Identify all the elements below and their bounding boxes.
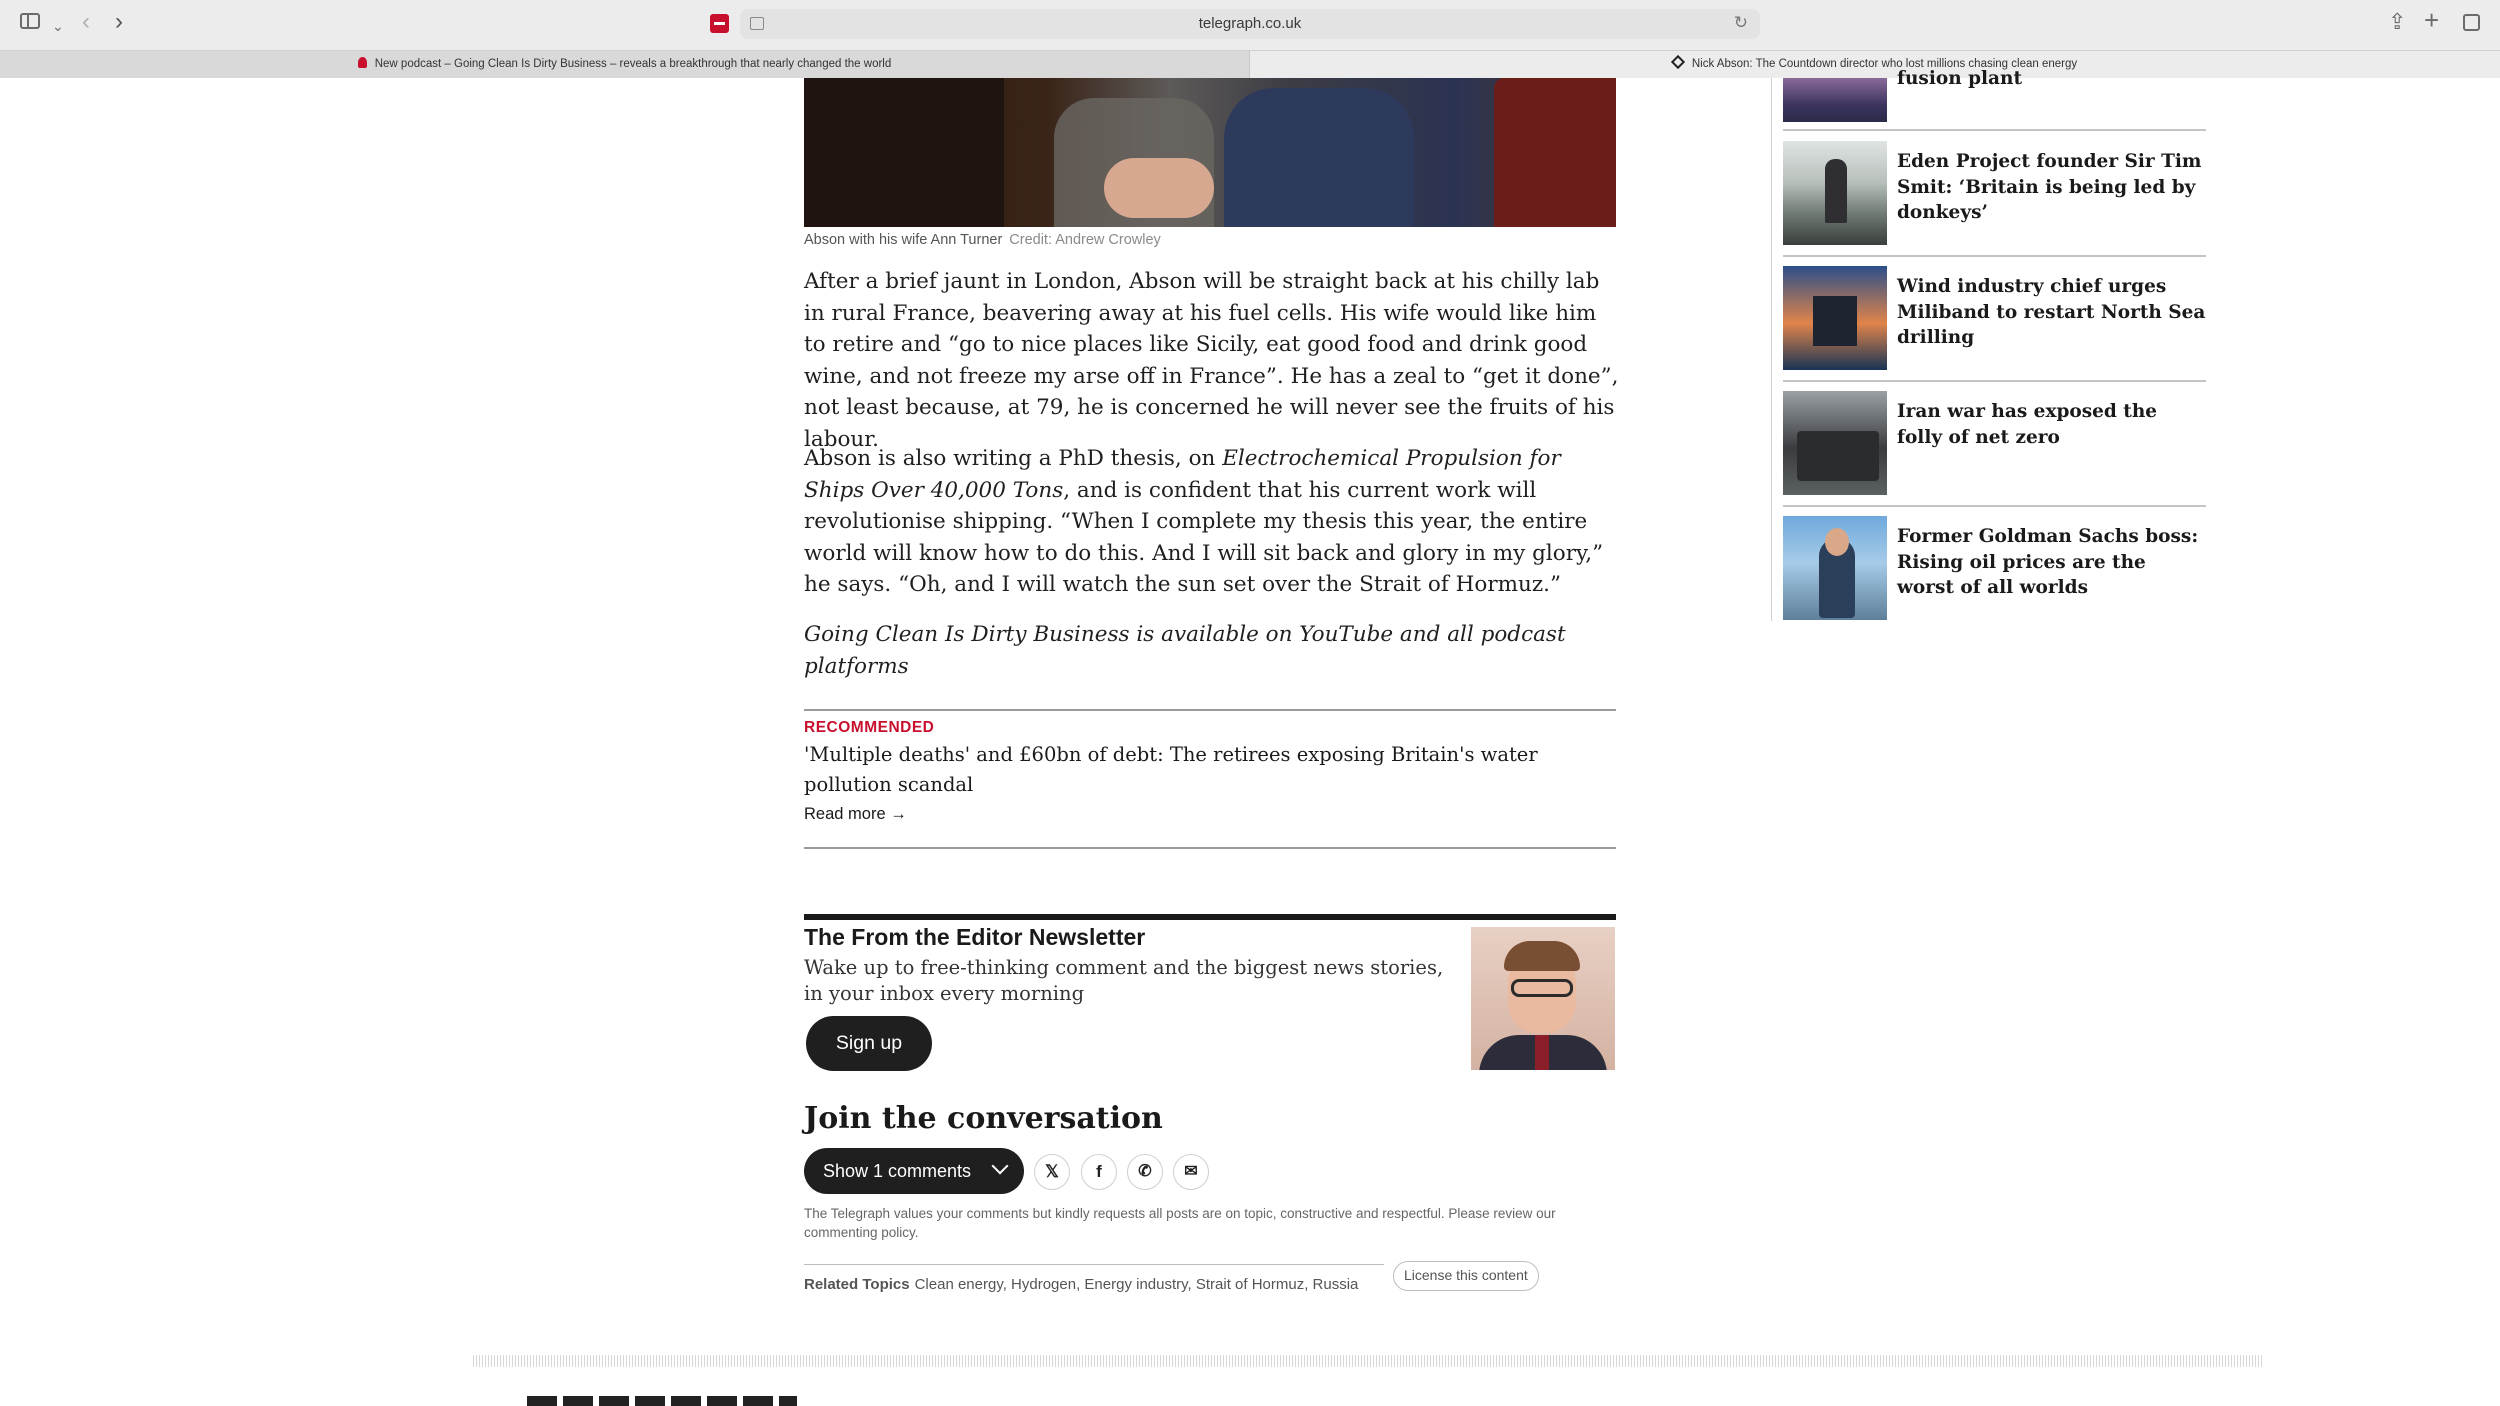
email-icon[interactable]: ✉ <box>1173 1154 1209 1190</box>
story-headline[interactable]: fusion plant <box>1897 68 2023 89</box>
story-headline[interactable]: Wind industry chief urges Miliband to restart North Sea drilling <box>1897 276 2206 348</box>
related-topics-label: Related Topics <box>804 1276 910 1293</box>
newsletter-title: The From the Editor Newsletter <box>804 924 1146 950</box>
divider <box>804 1264 1384 1265</box>
article-paragraph: Abson is also writing a PhD thesis, on Electrochemical Propulsion for Ships Over 40,000 Tons, and is confident that his current work will revolutionise shipping. “When I complete my thesis this year, the entire world will know how to do this. And I will sit back and glory in my glory,” he says. “Oh, and I will watch the sun set over the Strait of Hormuz.” <box>804 446 1604 597</box>
story-thumbnail[interactable] <box>1783 141 1887 245</box>
story-headline[interactable]: Eden Project founder Sir Tim Smit: ‘Britain is being led by donkeys’ <box>1897 151 2202 223</box>
signup-button[interactable]: Sign up <box>806 1016 932 1071</box>
browser-toolbar <box>0 0 2500 50</box>
arrow-right-icon: → <box>885 805 907 823</box>
rail-story[interactable] <box>1783 141 2206 245</box>
license-content-button[interactable]: License this content <box>1393 1261 1539 1291</box>
recommended-label: RECOMMENDED <box>804 719 935 736</box>
podcast-availability: Going Clean Is Dirty Business is available on YouTube and all podcast platforms <box>804 622 1566 679</box>
url-text[interactable]: telegraph.co.uk <box>1198 15 1302 32</box>
footer-divider <box>473 1355 2263 1367</box>
x-icon[interactable]: 𝕏 <box>1034 1154 1070 1190</box>
story-thumbnail[interactable] <box>1783 391 1887 495</box>
thesis-title: Electrochemical Propulsion for Ships Over 40,000 Tons <box>804 446 1561 503</box>
newsletter-top-bar <box>804 914 1616 920</box>
rail-divider <box>1771 78 1772 621</box>
tab-active[interactable] <box>0 51 1250 78</box>
divider <box>804 709 1616 711</box>
divider <box>804 847 1616 849</box>
tab-overview-icon[interactable] <box>2463 14 2480 31</box>
story-thumbnail[interactable] <box>1783 266 1887 370</box>
share-icon[interactable]: ⇪ <box>2388 9 2407 34</box>
forward-icon[interactable]: › <box>115 8 123 35</box>
chevron-down-icon[interactable]: ⌄ <box>52 18 64 34</box>
chevron-down-icon <box>992 1158 1009 1175</box>
sidebar-icon[interactable] <box>20 13 40 29</box>
reload-icon[interactable]: ↻ <box>1733 13 1748 32</box>
join-conversation-heading: Join the conversation <box>804 1101 1163 1136</box>
story-thumbnail[interactable] <box>1783 78 1887 122</box>
story-thumbnail[interactable] <box>1783 516 1887 620</box>
telegraph-favicon-icon <box>358 57 367 68</box>
article-photo <box>804 78 1616 227</box>
photo-credit: Credit: Andrew Crowley <box>1009 232 1161 248</box>
diamond-favicon-icon <box>1671 55 1685 69</box>
site-favicon-icon <box>710 14 729 33</box>
facebook-icon[interactable]: f <box>1081 1154 1117 1190</box>
story-headline[interactable]: Iran war has exposed the folly of net zero <box>1897 401 2158 448</box>
rail-story[interactable] <box>1783 266 2206 370</box>
caption-text: Abson with his wife Ann Turner <box>804 232 1003 248</box>
next-section-heading-cut <box>527 1396 797 1406</box>
tab-title: Nick Abson: The Countdown director who lost millions chasing clean energy <box>1691 58 2078 70</box>
whatsapp-icon[interactable]: ✆ <box>1127 1154 1163 1190</box>
rail-story[interactable] <box>1783 391 2206 495</box>
article-paragraph: After a brief jaunt in London, Abson will be straight back at his chilly lab in rural France, beavering away at his fuel cells. His wife would like him to retire and “go to nice places like Sicily, eat good food and drink good wine, and not freeze my arse off in France”. He has a zeal to “get it done”, not least because, at 79, he is concerned he will never see the fruits of his labour. <box>804 269 1619 452</box>
related-topics <box>804 1276 1358 1293</box>
show-comments-button[interactable]: Show 1 comments <box>804 1148 1024 1194</box>
editor-portrait <box>1471 927 1615 1070</box>
rail-story[interactable] <box>1783 516 2206 620</box>
newsletter-description: Wake up to free-thinking comment and the biggest news stories, in your inbox every morning <box>804 956 1444 1005</box>
back-icon[interactable]: ‹ <box>82 8 90 35</box>
rail-story[interactable] <box>1783 66 2206 122</box>
recommended-headline-link[interactable]: 'Multiple deaths' and £60bn of debt: The retirees exposing Britain's water pollution scandal <box>804 743 1538 796</box>
comment-policy-note: The Telegraph values your comments but kindly requests all posts are on topic, constructive and respectful. Please review our commenting policy. <box>804 1206 1556 1240</box>
tab-title: New podcast – Going Clean Is Dirty Business – reveals a breakthrough that nearly changed the world <box>374 58 892 70</box>
related-topics-list[interactable]: Clean energy, Hydrogen, Energy industry, Strait of Hormuz, Russia <box>914 1276 1359 1293</box>
read-more-link[interactable]: Read more → <box>804 805 907 823</box>
story-headline[interactable]: Former Goldman Sachs boss: Rising oil prices are the worst of all worlds <box>1897 526 2199 598</box>
new-tab-icon[interactable]: + <box>2424 5 2440 35</box>
photo-caption <box>804 232 1161 248</box>
address-bar[interactable] <box>740 9 1760 39</box>
